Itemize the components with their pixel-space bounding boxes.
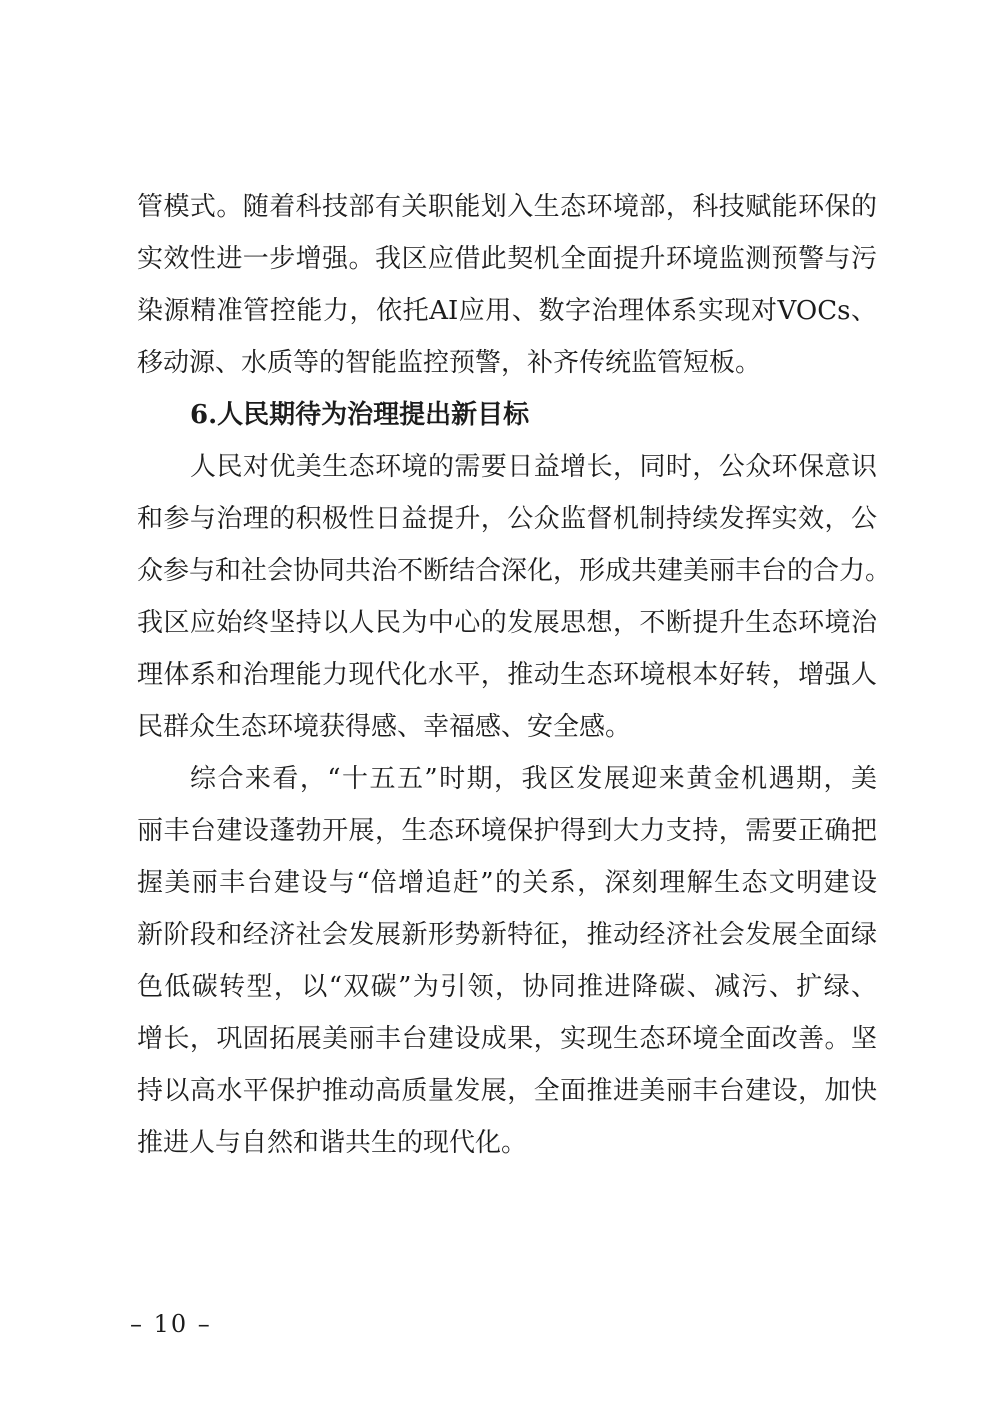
- document-body: [137, 181, 892, 1169]
- body-line-18: 持以高水平保护推动高质量发展，全面推进美丽丰台建设，加快: [137, 1076, 877, 1106]
- body-line-4: 移动源、水质等的智能监控预警，补齐传统监管短板。: [137, 348, 762, 378]
- body-line-2: 实效性进一步增强。我区应借此契机全面提升环境监测预警与污: [137, 244, 877, 274]
- page-number: – 10 –: [130, 1310, 212, 1338]
- body-line-3: 染源精准管控能力，依托AI应用、数字治理体系实现对VOCs、: [137, 296, 877, 326]
- body-line-16: 色低碳转型，以“双碳”为引领，协同推进降碳、减污、扩绿、: [137, 972, 877, 1002]
- body-line-13: 丽丰台建设蓬勃开展，生态环境保护得到大力支持，需要正确把: [137, 816, 877, 846]
- body-line-9: 我区应始终坚持以人民为中心的发展思想，不断提升生态环境治: [137, 608, 877, 638]
- body-line-10: 理体系和治理能力现代化水平，推动生态环境根本好转，增强人: [137, 660, 877, 690]
- section-heading: 6.人民期待为治理提出新目标: [190, 400, 530, 430]
- body-line-11: 民群众生态环境获得感、幸福感、安全感。: [137, 712, 632, 742]
- body-line-1: 管模式。随着科技部有关职能划入生态环境部，科技赋能环保的: [137, 192, 877, 222]
- body-line-6: 人民对优美生态环境的需要日益增长，同时，公众环保意识: [190, 452, 877, 482]
- body-line-14: 握美丽丰台建设与“倍增追赶”的关系，深刻理解生态文明建设: [137, 868, 877, 898]
- body-line-12: 综合来看，“十五五”时期，我区发展迎来黄金机遇期，美: [190, 764, 877, 794]
- body-line-15: 新阶段和经济社会发展新形势新特征，推动经济社会发展全面绿: [137, 920, 877, 950]
- body-line-19: 推进人与自然和谐共生的现代化。: [137, 1128, 528, 1158]
- body-line-8: 众参与和社会协同共治不断结合深化，形成共建美丽丰台的合力。: [137, 556, 892, 586]
- body-line-17: 增长，巩固拓展美丽丰台建设成果，实现生态环境全面改善。坚: [137, 1024, 877, 1054]
- body-line-7: 和参与治理的积极性日益提升，公众监督机制持续发挥实效，公: [137, 504, 877, 534]
